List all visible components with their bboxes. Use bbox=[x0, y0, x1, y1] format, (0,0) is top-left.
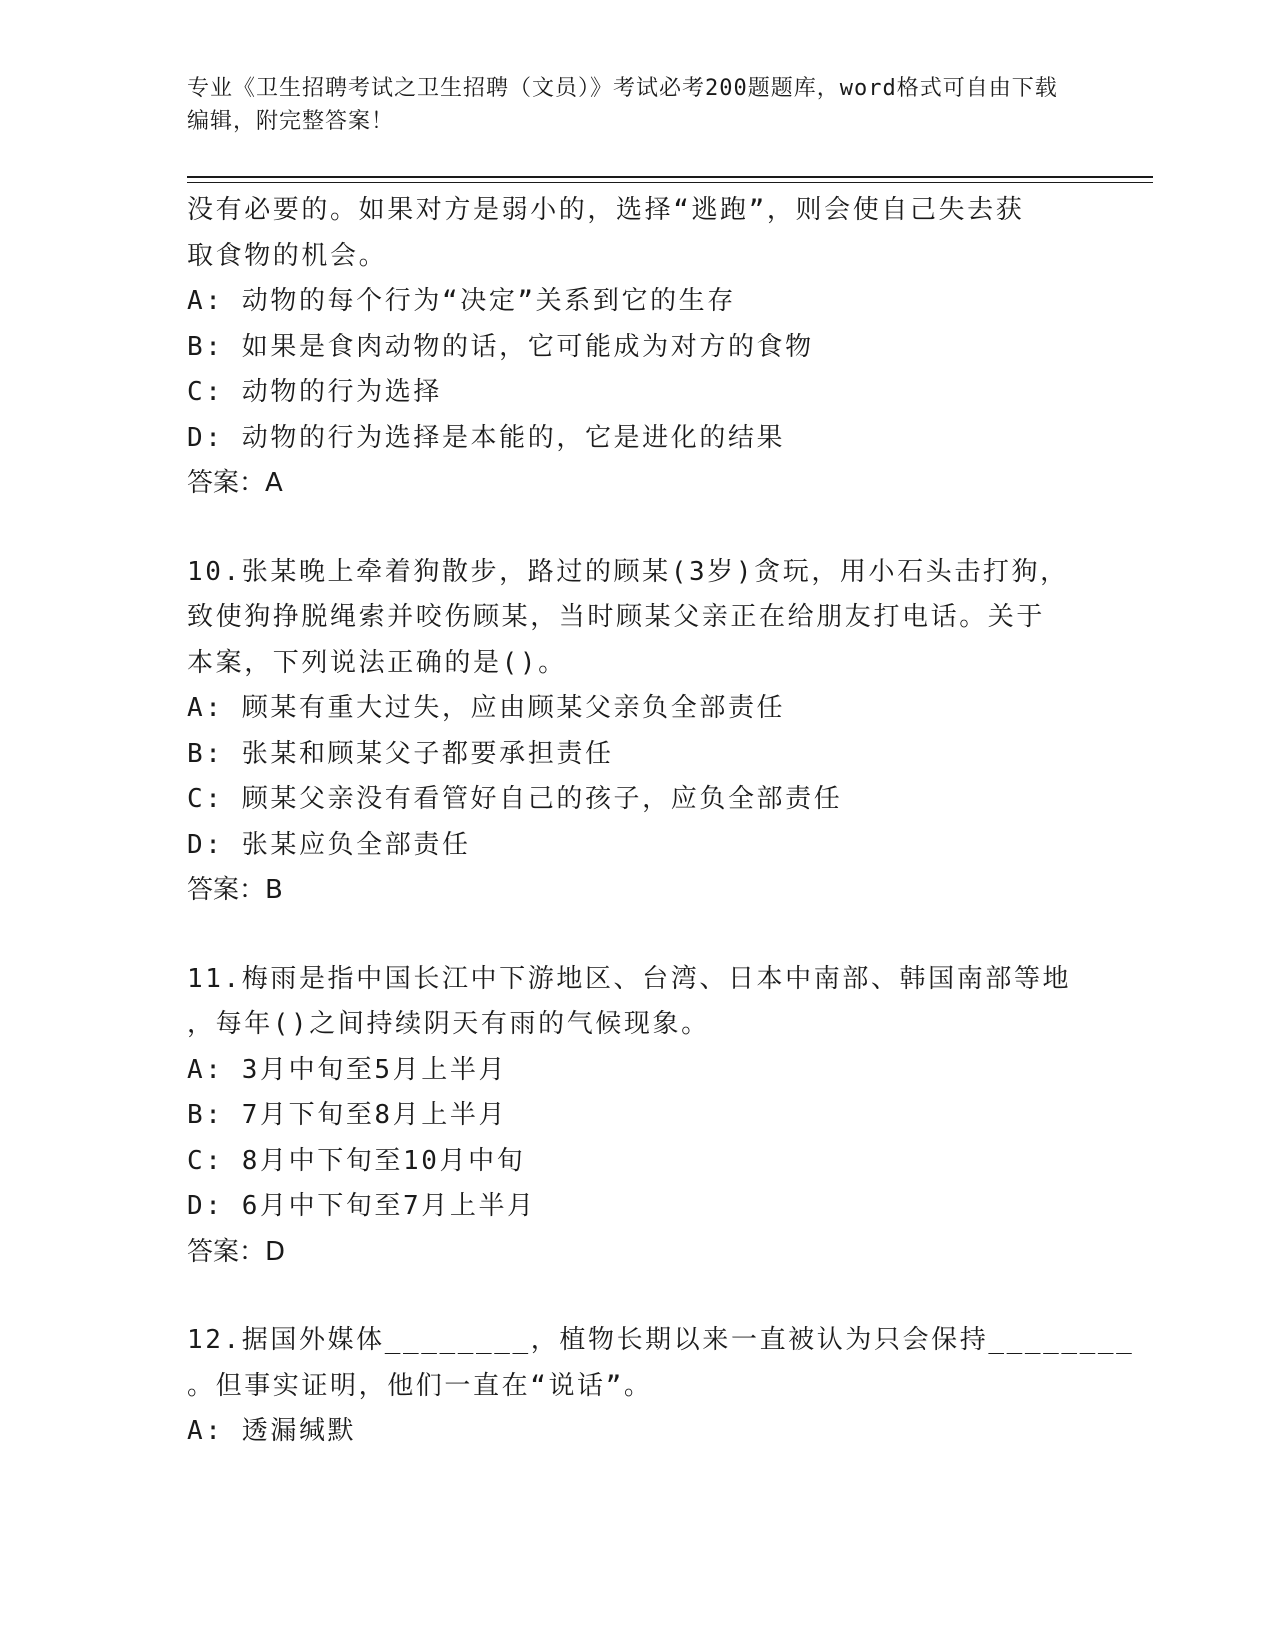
option-a: A: 3月中旬至5月上半月 bbox=[187, 1054, 508, 1085]
option-b: B: 7月下旬至8月上半月 bbox=[187, 1100, 508, 1130]
answer-line: 答案：A bbox=[187, 468, 283, 498]
spacer bbox=[187, 507, 1087, 550]
option-a: A: 顾某有重大过失，应由顾某父亲负全部责任 bbox=[187, 693, 786, 723]
question-text-line: 12.据国外媒体________，植物长期以来一直被认为只会保持________ bbox=[187, 1325, 1135, 1355]
question-11 bbox=[187, 957, 1087, 1276]
question-text-line: ，每年()之间持续阴天有雨的气候现象。 bbox=[187, 1009, 710, 1039]
question-text-line: 10.张某晚上牵着狗散步，路过的顾某(3岁)贪玩，用小石头击打狗， bbox=[187, 556, 1069, 587]
option-c: C: 顾某父亲没有看管好自己的孩子，应负全部责任 bbox=[187, 784, 843, 814]
option-a: A: 透漏缄默 bbox=[187, 1416, 357, 1446]
question-text-line: 没有必要的。如果对方是弱小的，选择“逃跑”，则会使自己失去获 bbox=[187, 195, 1025, 225]
question-9-continued bbox=[187, 188, 1087, 507]
option-d: D: 动物的行为选择是本能的，它是进化的结果 bbox=[187, 422, 786, 453]
spacer bbox=[187, 914, 1087, 957]
document-header: 专业《卫生招聘考试之卫生招聘（文员）》考试必考200题题库，word格式可自由下载编辑，附完整答案！ bbox=[187, 76, 1058, 134]
option-a: A: 动物的每个行为“决定”关系到它的生存 bbox=[187, 286, 736, 316]
question-text-line: 取食物的机会。 bbox=[187, 240, 388, 271]
option-b: B: 张某和顾某父子都要承担责任 bbox=[187, 738, 614, 769]
option-d: D: 张某应负全部责任 bbox=[187, 829, 471, 860]
question-10 bbox=[187, 550, 1087, 914]
question-text-line: 致使狗挣脱绳索并咬伤顾某，当时顾某父亲正在给朋友打电话。关于 bbox=[187, 602, 1046, 632]
question-text-line: 。但事实证明，他们一直在“说话”。 bbox=[187, 1370, 653, 1401]
spacer bbox=[187, 1275, 1087, 1318]
question-text-line: 本案，下列说法正确的是()。 bbox=[187, 647, 567, 678]
header-divider-thin bbox=[187, 182, 1153, 183]
answer-line: 答案：B bbox=[187, 875, 283, 905]
option-c: C: 8月中下旬至10月中旬 bbox=[187, 1145, 526, 1176]
option-c: C: 动物的行为选择 bbox=[187, 377, 442, 407]
document-body bbox=[187, 188, 1135, 1455]
question-12 bbox=[187, 1318, 1135, 1455]
answer-line: 答案：D bbox=[187, 1236, 286, 1267]
option-d: D: 6月中下旬至7月上半月 bbox=[187, 1191, 536, 1221]
option-b: B: 如果是食肉动物的话，它可能成为对方的食物 bbox=[187, 331, 814, 362]
question-text-line: 11.梅雨是指中国长江中下游地区、台湾、日本中南部、韩国南部等地 bbox=[187, 963, 1072, 994]
header-divider-thick bbox=[187, 176, 1153, 178]
